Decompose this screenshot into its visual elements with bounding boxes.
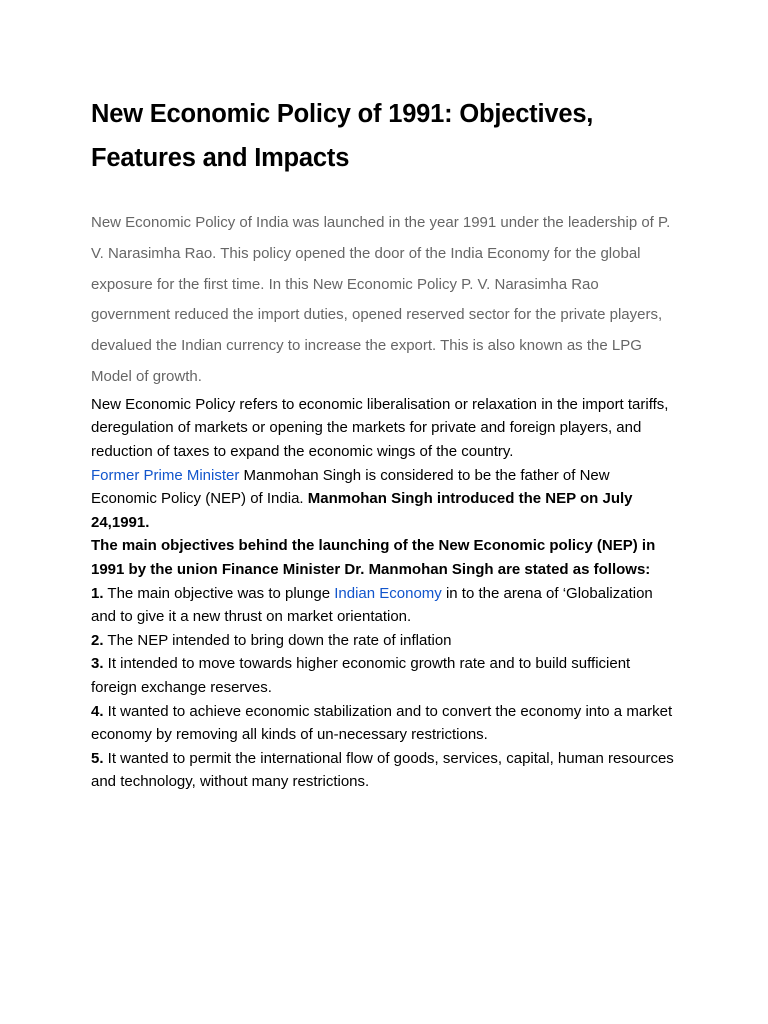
objective-item-3 <box>91 652 678 699</box>
former-prime-minister-link[interactable]: Former Prime Minister <box>91 466 240 484</box>
objective-item-5 <box>91 747 678 794</box>
objective-text: The NEP intended to bring down the rate of inflation <box>103 631 452 649</box>
page-title: New Economic Policy of 1991: Objectives, Features and Impacts <box>91 100 594 172</box>
nep-introduction-date: Manmohan Singh introduced the NEP on July 24,1991. <box>91 490 633 531</box>
objective-text: in to the arena of ‘Globalization and to give it a new thrust on market orientation. <box>91 584 653 626</box>
objective-number: 4. <box>91 702 104 720</box>
objective-item-2 <box>91 629 678 653</box>
objective-item-4 <box>91 700 678 747</box>
objective-item-1 <box>91 582 678 629</box>
objective-text: It wanted to permit the international flow of goods, services, capital, human resources and technology, without many restrictions. <box>91 749 674 791</box>
intro-paragraph: New Economic Policy of India was launched in the year 1991 under the leadership of P. V. Narasimha Rao. This policy opened the door of the India Economy for the global exposure for the first time. In this New Economic Policy P. V. Narasimha Rao government reduced the import duties, opened reserved sector for the private players, devalued the Indian currency to increase the export. This is also known as the LPG Model of growth. <box>91 214 671 385</box>
objective-number: 5. <box>91 749 104 767</box>
objective-number: 2. <box>91 631 104 649</box>
father-of-nep-paragraph <box>91 464 678 535</box>
indian-economy-link[interactable]: Indian Economy <box>334 584 442 602</box>
objective-text: It intended to move towards higher economic growth rate and to build sufficient foreign exchange reserves. <box>91 655 631 696</box>
father-text: Manmohan Singh is considered to be the father of New Economic Policy (NEP) of India. <box>91 466 610 508</box>
objectives-heading: The main objectives behind the launching of the New Economic policy (NEP) in 1991 by the union Finance Minister Dr. Manmohan Singh are stated as follows: <box>91 537 656 578</box>
objective-number: 3. <box>91 655 104 673</box>
definition-paragraph: New Economic Policy refers to economic liberalisation or relaxation in the import tariffs, deregulation of markets or opening the markets for private and foreign players, and reduction of taxes to expand the economic wings of the country. <box>91 395 669 460</box>
objective-number: 1. <box>91 584 104 602</box>
objective-text: It wanted to achieve economic stabilization and to convert the economy into a market economy by removing all kinds of un-necessary restrictions. <box>91 702 673 744</box>
objective-text: The main objective was to plunge <box>103 584 335 602</box>
